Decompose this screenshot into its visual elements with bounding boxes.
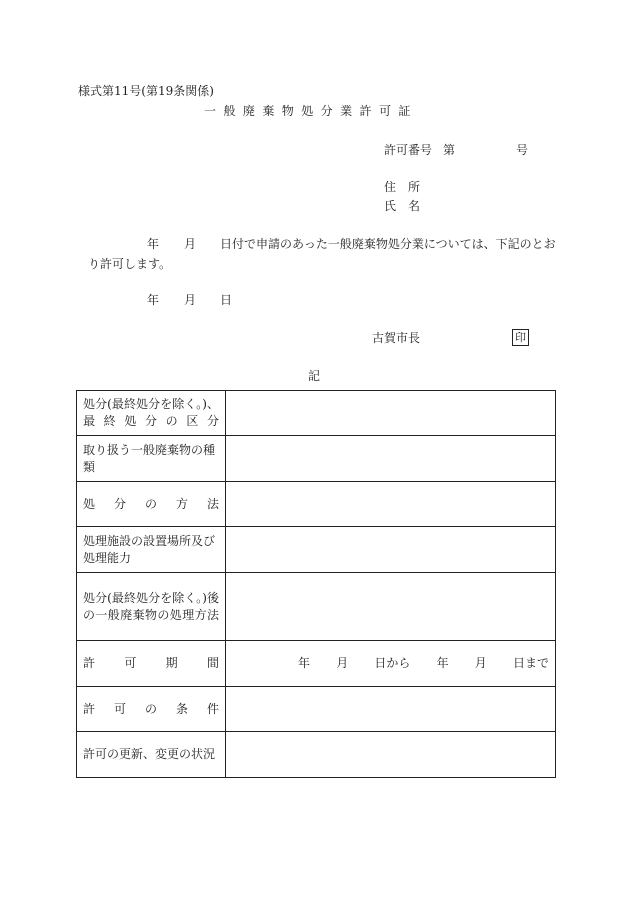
body-month: 月 (184, 237, 197, 251)
row-value-permit-conditions (226, 687, 556, 732)
issue-month: 月 (184, 293, 197, 307)
row-label-post-disposal-method: 処分(最終処分を除く。)後の一般廃棄物の処理方法 (77, 573, 226, 641)
document-title: 一般廃棄物処分業許可証 (204, 104, 418, 118)
address-label: 住 所 (384, 180, 421, 194)
permit-period-dates (232, 655, 549, 672)
seal-mark: 印 (512, 329, 529, 346)
period-from-year: 年 (298, 656, 311, 670)
issue-day: 日 (220, 293, 233, 307)
table-row (77, 527, 556, 573)
row-label-permit-conditions: 許可の条件 (77, 687, 226, 732)
row-value-renewal-status (226, 732, 556, 778)
row-value-waste-type (226, 436, 556, 482)
issuer-title: 古賀市長 (372, 331, 421, 345)
row-label-facility-location: 処理施設の設置場所及び処理能力 (77, 527, 226, 573)
table-row (77, 573, 556, 641)
row-label-disposal-category: 処分(最終処分を除く。)、最終処分の区分 (77, 391, 226, 436)
table-row (77, 732, 556, 778)
body-year: 年 (147, 237, 160, 251)
row-value-post-disposal-method (226, 573, 556, 641)
permit-number-prefix: 第 (443, 143, 456, 157)
permit-number-suffix: 号 (516, 143, 529, 157)
table-row (77, 436, 556, 482)
table-row (77, 391, 556, 436)
form-reference: 様式第11号(第19条関係) (78, 84, 214, 98)
permit-number-label: 許可番号 (384, 143, 433, 157)
row-label-renewal-status: 許可の更新、変更の状況 (77, 732, 226, 778)
row-value-disposal-method (226, 482, 556, 527)
period-from-month: 月 (336, 656, 349, 670)
row-label-disposal-method: 処分の方法 (77, 482, 226, 527)
table-row (77, 641, 556, 687)
issue-year: 年 (147, 293, 160, 307)
name-label: 氏 名 (384, 199, 421, 213)
table-row (77, 687, 556, 732)
row-value-disposal-category (226, 391, 556, 436)
table-row (77, 482, 556, 527)
period-from-day: 日から (374, 656, 411, 670)
row-label-waste-type: 取り扱う一般廃棄物の種類 (77, 436, 226, 482)
period-to-month: 月 (474, 656, 487, 670)
row-label-permit-period: 許可期間 (77, 641, 226, 687)
period-to-year: 年 (436, 656, 449, 670)
row-value-permit-period (226, 641, 556, 687)
permit-details-table (76, 390, 556, 778)
period-to-day: 日まで (512, 656, 549, 670)
body-text-line1: 日付で申請のあった一般廃棄物処分業については、下記のとお (220, 237, 556, 251)
ki-heading: 記 (308, 369, 321, 383)
row-value-facility-location (226, 527, 556, 573)
body-text-line2: り許可します。 (88, 257, 172, 271)
